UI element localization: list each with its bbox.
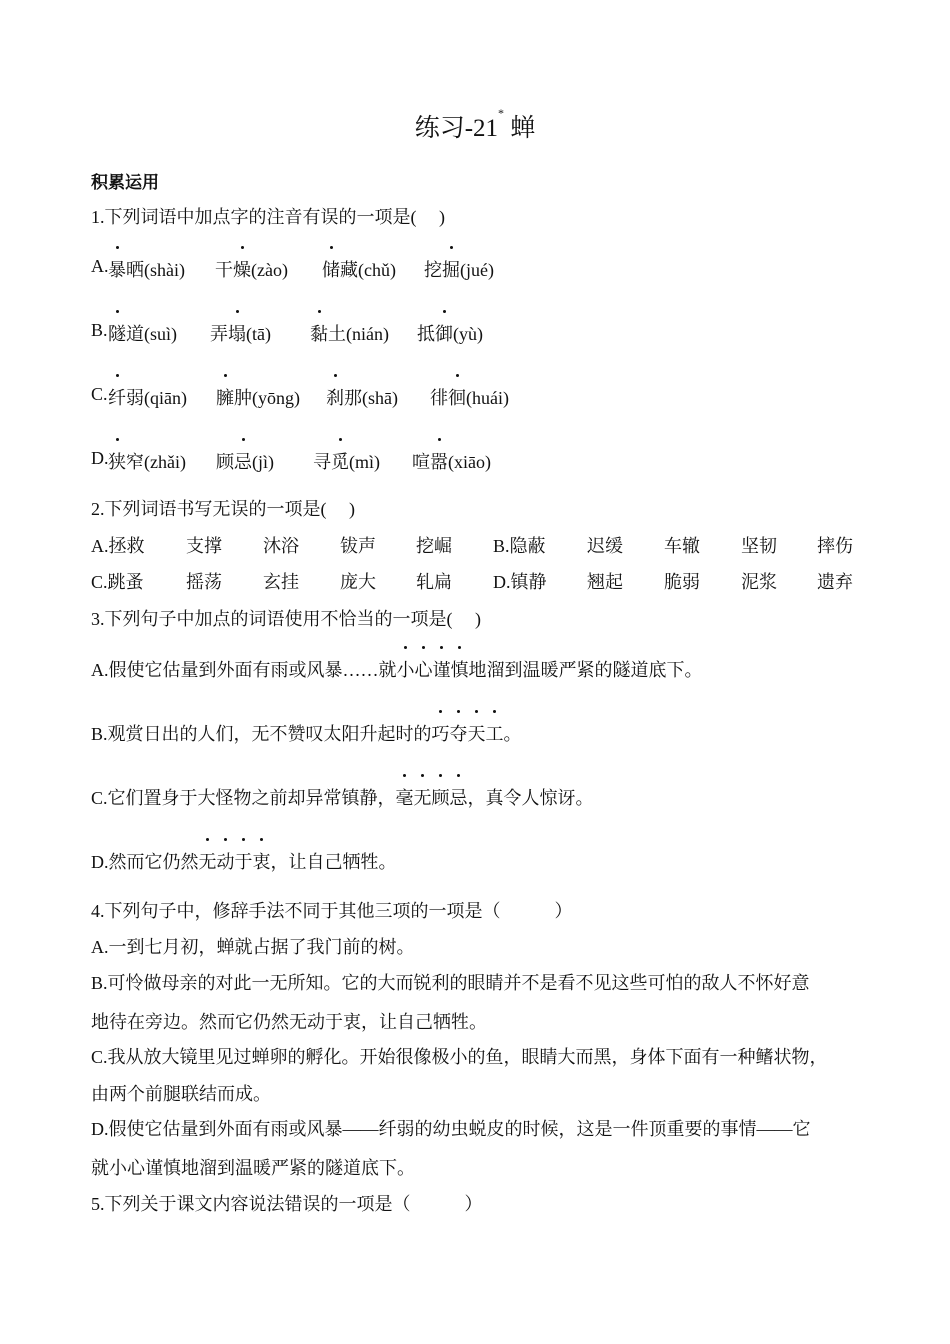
emphasis-dot-char: 臃	[216, 384, 234, 410]
q3-b-dotted-word: 巧夺天工	[432, 724, 504, 744]
q2-word: 轧扁	[416, 572, 452, 592]
q1-option-d-word: 喧嚣(xiāo)	[412, 448, 491, 474]
q1-option-a-label: A.	[91, 256, 109, 276]
q2-word: C.跳蚤	[91, 572, 144, 592]
q2-word: 泥浆	[741, 572, 777, 592]
emphasis-dot-char: 纤	[108, 384, 126, 410]
section-heading: 积累运用	[91, 173, 159, 192]
q4-option-d-line2: 就小心谨慎地溜到温暖严紧的隧道底下。	[91, 1158, 415, 1178]
q3-d-dotted-word: 无动于衷	[199, 852, 271, 872]
q4-option-a: A.一到七月初，蝉就占据了我门前的树。	[91, 937, 415, 957]
emphasis-dot-char: 刹	[326, 384, 344, 410]
q1-option-a-word: 干燥(zào)	[215, 256, 288, 282]
q4-option-c-line1: C.我从放大镜里见过蝉卵的孵化。开始很像极小的鱼，眼睛大而黑，身体下面有一种鳍状物，	[91, 1047, 828, 1067]
q2-word: 玄挂	[263, 572, 299, 592]
q4-stem: 4.下列句子中，修辞手法不同于其他三项的一项是（ ）	[91, 901, 573, 921]
q2-word: 翘起	[587, 572, 623, 592]
q2-word: 迟缓	[587, 536, 623, 556]
q1-option-d-word: 寻觅(mì)	[313, 448, 380, 474]
q1-stem: 1.下列词语中加点字的注音有误的一项是( )	[91, 207, 445, 227]
q1-option-a-word: 储藏(chǔ)	[322, 256, 396, 282]
q2-word: A.拯救	[91, 536, 145, 556]
q1-option-a-word: 暴晒(shài)	[108, 256, 185, 282]
page-title: 练习-21* 蝉	[414, 106, 536, 142]
q1-option-b-word: 隧道(suì)	[108, 320, 177, 346]
q1-option-a-word: 挖掘(jué)	[424, 256, 494, 282]
q1-option-c-word: 纤弱(qiān)	[108, 384, 187, 410]
q2-word: B.隐蔽	[493, 536, 546, 556]
emphasis-dot-char: 储	[322, 256, 340, 282]
q1-option-c-word: 刹那(shā)	[326, 384, 398, 410]
q3-option-b: B.观赏日出的人们，无不赞叹太阳升起时的巧夺天工。	[91, 720, 522, 746]
q1-option-d-word: 顾忌(jì)	[216, 448, 274, 474]
q4-option-d-line1: D.假使它估量到外面有雨或风暴——纤弱的幼虫蜕皮的时候，这是一件顶重要的事情——它	[91, 1119, 811, 1139]
q2-word: 脆弱	[664, 572, 700, 592]
q1-option-b-word: 抵御(yù)	[417, 320, 483, 346]
q1-option-c-word: 徘徊(huái)	[430, 384, 509, 410]
q1-option-b-word: 黏土(nián)	[310, 320, 389, 346]
q2-word: 坚韧	[741, 536, 777, 556]
emphasis-dot-char: 忌	[234, 448, 252, 474]
emphasis-dot-char: 掘	[442, 256, 460, 282]
q2-word: 庞大	[340, 572, 376, 592]
emphasis-dot-char: 徊	[448, 384, 466, 410]
q2-word: 沐浴	[263, 536, 299, 556]
emphasis-dot-char: 嚣	[430, 448, 448, 474]
q3-c-dotted-word: 毫无顾忌	[396, 788, 468, 808]
emphasis-dot-char: 隧	[108, 320, 126, 346]
q3-stem: 3.下列句子中加点的词语使用不恰当的一项是( )	[91, 609, 481, 629]
q2-word: D.镇静	[493, 572, 547, 592]
q1-option-b-word: 弄塌(tā)	[210, 320, 271, 346]
q3-option-a: A.假使它估量到外面有雨或风暴……就小心谨慎地溜到温暖严紧的隧道底下。	[91, 656, 703, 682]
q2-word: 摇荡	[186, 572, 222, 592]
q1-option-c-word: 臃肿(yōng)	[216, 384, 300, 410]
q2-word: 车辙	[664, 536, 700, 556]
q2-word: 支撑	[186, 536, 222, 556]
q4-option-c-line2: 由两个前腿联结而成。	[91, 1084, 271, 1104]
emphasis-dot-char: 暴	[108, 256, 126, 282]
q2-word: 摔伤	[817, 536, 853, 556]
q1-option-b-label: B.	[91, 320, 108, 340]
q4-option-b-line2: 地待在旁边。然而它仍然无动于衷，让自己牺牲。	[91, 1012, 487, 1032]
q1-option-c-label: C.	[91, 384, 108, 404]
emphasis-dot-char: 燥	[233, 256, 251, 282]
emphasis-dot-char: 狭	[108, 448, 126, 474]
emphasis-dot-char: 黏	[310, 320, 328, 346]
q2-word: 挖崛	[416, 536, 452, 556]
emphasis-dot-char: 塌	[228, 320, 246, 346]
q3-option-c: C.它们置身于大怪物之前却异常镇静，毫无顾忌，真令人惊讶。	[91, 784, 594, 810]
q1-option-d-label: D.	[91, 448, 109, 468]
q2-stem: 2.下列词语书写无误的一项是( )	[91, 499, 355, 519]
emphasis-dot-char: 御	[435, 320, 453, 346]
q4-option-b-line1: B.可怜做母亲的对此一无所知。它的大而锐利的眼睛并不是看不见这些可怕的敌人不怀好意	[91, 973, 810, 993]
q3-a-dotted-word: 小心谨慎	[397, 660, 469, 680]
q5-stem: 5.下列关于课文内容说法错误的一项是（ ）	[91, 1194, 483, 1214]
emphasis-dot-char: 觅	[331, 448, 349, 474]
q2-word: 遗弃	[817, 572, 853, 592]
q2-word: 钹声	[340, 536, 376, 556]
q3-option-d: D.然而它仍然无动于衷，让自己牺牲。	[91, 848, 397, 874]
q1-option-d-word: 狭窄(zhǎi)	[108, 448, 186, 474]
